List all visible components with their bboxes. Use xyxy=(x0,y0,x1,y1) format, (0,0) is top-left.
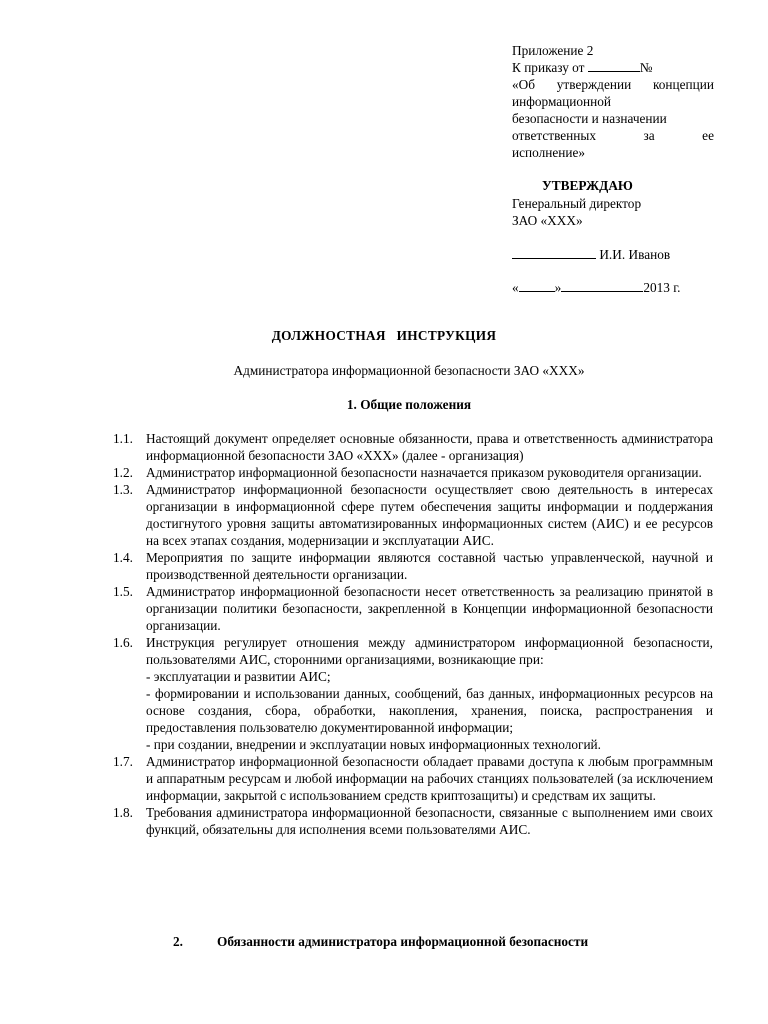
approval-header: УТВЕРЖДАЮ xyxy=(542,178,633,193)
list-item: 1.1. Настоящий документ определяет основные обязанности, права и ответственность администратора информационной безопасности ЗАО «ХХХ» (далее - организация) xyxy=(113,431,713,463)
document-title: ДОЛЖНОСТНАЯ ИНСТРУКЦИЯ xyxy=(271,328,497,343)
annex-order-title-4: ответственных за ее xyxy=(512,128,714,143)
approval-company: ЗАО «ХХХ» xyxy=(512,213,583,228)
order-date-blank xyxy=(588,59,640,72)
annex-number: Приложение 2 xyxy=(512,43,594,58)
list-item: 1.3. Администратор информационной безопасности осуществляет свою деятельность в интересах организации в информационной сфере путем обеспечения защиты информации и поддержания достигнутого уровня защиты автоматизированных информационных систем (АИС) и ее ресурсов на всех этапах создания, модернизации и эксплуатации АИС. xyxy=(113,482,713,548)
list-item: 1.2. Администратор информационной безопасности назначается приказом руководителя организации. xyxy=(113,465,702,480)
list-item: 1.7. Администратор информационной безопасности обладает правами доступа к любым программным и аппаратным ресурсам и любой информации на рабочих станциях пользователей (за исключением информации, закрытой с использованием средств криптозащиты) и средствам их защиты. xyxy=(113,754,713,803)
annex-order-title-1: «Об утверждении концепции xyxy=(512,77,714,92)
month-blank xyxy=(561,279,643,292)
section-1-heading: 1. Общие положения xyxy=(346,397,472,412)
list-item: 1.6. Инструкция регулирует отношения между администратором информационной безопасности, пользователями АИС, сторонними организациями, возникающие при: - эксплуатации и развитии АИС; - формировании и использовании данных, сообщений, баз данных, информационных ресурсов на основе создания, сбора, обработки, накопления, хранения, поиска, распространения и предоставления пользователю документированной информации; - при создании, внедрении и эксплуатации новых информационных технологий. xyxy=(113,635,713,752)
annex-order-title-3: безопасности и назначении xyxy=(512,111,667,126)
annex-order-ref: К приказу от № xyxy=(512,60,653,75)
document-subtitle: Администратора информационной безопасности ЗАО «ХХХ» xyxy=(233,363,585,378)
annex-order-title-5: исполнение» xyxy=(512,145,586,160)
sub-item: - эксплуатации и развитии АИС; xyxy=(146,669,331,684)
approval-block xyxy=(512,177,722,296)
annex-block xyxy=(512,42,714,161)
sub-item: - при создании, внедрении и эксплуатации новых информационных технологий. xyxy=(146,737,602,752)
section-2-heading: 2. Обязанности администратора информационной безопасности xyxy=(173,934,589,949)
signature-line: И.И. Иванов xyxy=(512,246,722,263)
list-item: 1.4. Мероприятия по защите информации являются составной частью управленческой, научной и производственной деятельности организации. xyxy=(113,550,713,582)
list-item: 1.8. Требования администратора информационной безопасности, связанные с выполнением ими своих функций, обязательны для исполнения всеми пользователями АИС. xyxy=(113,805,713,837)
list-item: 1.5. Администратор информационной безопасности несет ответственность за реализацию принятой в организации политики безопасности, закрепленной в Концепции информационной безопасности организации. xyxy=(113,584,713,633)
signature-blank xyxy=(512,246,596,259)
annex-order-title-2: информационной xyxy=(512,94,612,109)
approval-date: « » 2013 г. xyxy=(512,280,681,295)
approval-position: Генеральный директор xyxy=(512,196,642,211)
section-1-list xyxy=(107,430,713,838)
day-blank xyxy=(519,279,555,292)
sub-item: - формировании и использовании данных, сообщений, баз данных, информационных ресурсов на основе создания, сбора, обработки, накопления, хранения, поиска, распространения и предоставления пользователю документированной информации; xyxy=(146,686,713,735)
